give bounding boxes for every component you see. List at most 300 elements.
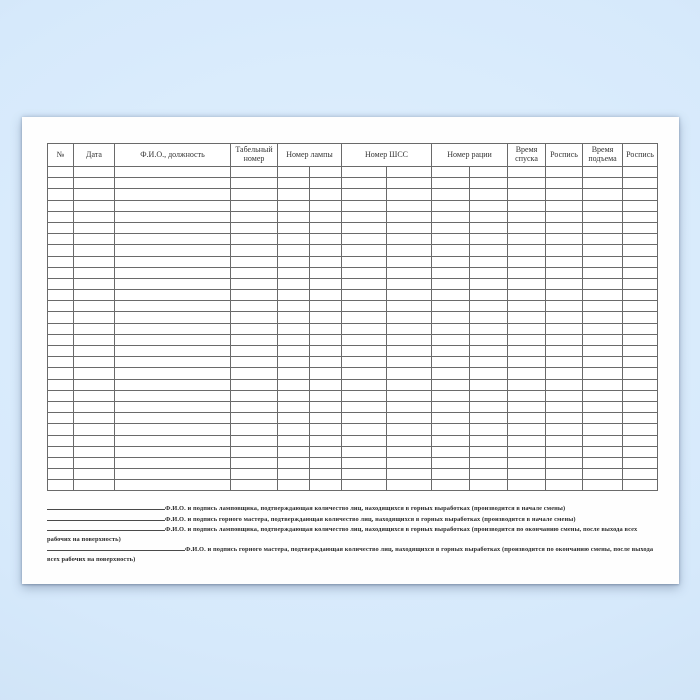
table-cell <box>231 245 278 256</box>
table-cell <box>546 222 583 233</box>
table-row <box>48 469 658 480</box>
table-cell <box>387 368 432 379</box>
table-cell <box>546 200 583 211</box>
table-cell <box>342 312 387 323</box>
table-cell <box>387 480 432 491</box>
table-cell <box>432 167 470 178</box>
table-cell <box>310 435 342 446</box>
table-cell <box>508 346 546 357</box>
table-cell <box>432 200 470 211</box>
table-cell <box>583 379 623 390</box>
table-cell <box>115 167 231 178</box>
table-cell <box>278 211 310 222</box>
table-row <box>48 167 658 178</box>
table-cell <box>432 267 470 278</box>
table-cell <box>387 234 432 245</box>
table-cell <box>74 312 115 323</box>
table-cell <box>74 368 115 379</box>
table-cell <box>278 200 310 211</box>
table-cell <box>470 323 508 334</box>
table-cell <box>470 334 508 345</box>
table-cell <box>387 435 432 446</box>
table-cell <box>546 189 583 200</box>
table-cell <box>470 312 508 323</box>
table-cell <box>508 379 546 390</box>
table-cell <box>231 390 278 401</box>
table-cell <box>115 200 231 211</box>
table-cell <box>583 435 623 446</box>
table-cell <box>470 167 508 178</box>
table-cell <box>508 457 546 468</box>
table-cell <box>278 368 310 379</box>
col-header-name-position: Ф.И.О., должность <box>115 144 231 167</box>
table-cell <box>310 290 342 301</box>
table-cell <box>470 256 508 267</box>
table-cell <box>310 346 342 357</box>
table-cell <box>623 178 658 189</box>
table-row <box>48 178 658 189</box>
table-cell <box>432 480 470 491</box>
table-cell <box>546 435 583 446</box>
table-row <box>48 278 658 289</box>
table-cell <box>115 222 231 233</box>
table-cell <box>115 178 231 189</box>
table-cell <box>310 357 342 368</box>
table-cell <box>546 334 583 345</box>
table-cell <box>231 435 278 446</box>
table-cell <box>48 211 74 222</box>
table-cell <box>583 234 623 245</box>
signature-line <box>47 544 185 551</box>
table-cell <box>623 222 658 233</box>
table-row <box>48 312 658 323</box>
table-cell <box>470 379 508 390</box>
table-cell <box>387 446 432 457</box>
table-cell <box>115 413 231 424</box>
table-cell <box>310 211 342 222</box>
table-cell <box>623 267 658 278</box>
table-cell <box>508 480 546 491</box>
table-cell <box>387 401 432 412</box>
table-cell <box>432 469 470 480</box>
table-cell <box>115 379 231 390</box>
table-cell <box>432 178 470 189</box>
table-cell <box>470 267 508 278</box>
table-cell <box>115 301 231 312</box>
table-cell <box>342 211 387 222</box>
table-cell <box>508 357 546 368</box>
table-cell <box>310 178 342 189</box>
table-cell <box>387 424 432 435</box>
table-row <box>48 245 658 256</box>
table-cell <box>623 334 658 345</box>
table-cell <box>432 222 470 233</box>
table-cell <box>583 222 623 233</box>
table-row <box>48 457 658 468</box>
table-cell <box>278 401 310 412</box>
signature-line <box>47 524 165 531</box>
table-cell <box>115 334 231 345</box>
table-cell <box>470 245 508 256</box>
table-cell <box>74 357 115 368</box>
table-cell <box>546 245 583 256</box>
table-cell <box>74 256 115 267</box>
table-cell <box>48 178 74 189</box>
table-cell <box>470 401 508 412</box>
table-cell <box>583 245 623 256</box>
table-cell <box>48 167 74 178</box>
table-cell <box>278 334 310 345</box>
table-row <box>48 301 658 312</box>
table-cell <box>623 368 658 379</box>
table-cell <box>74 267 115 278</box>
table-cell <box>74 189 115 200</box>
table-cell <box>310 256 342 267</box>
table-cell <box>546 390 583 401</box>
table-cell <box>48 446 74 457</box>
table-cell <box>546 457 583 468</box>
table-cell <box>231 312 278 323</box>
table-cell <box>508 167 546 178</box>
table-cell <box>231 346 278 357</box>
table-row <box>48 334 658 345</box>
table-cell <box>74 234 115 245</box>
table-cell <box>115 424 231 435</box>
table-cell <box>470 357 508 368</box>
table-cell <box>508 401 546 412</box>
table-cell <box>470 390 508 401</box>
table-cell <box>342 401 387 412</box>
table-cell <box>470 178 508 189</box>
table-cell <box>387 178 432 189</box>
table-cell <box>74 446 115 457</box>
table-cell <box>583 480 623 491</box>
table-cell <box>278 446 310 457</box>
table-cell <box>115 189 231 200</box>
table-cell <box>508 290 546 301</box>
table-cell <box>231 379 278 390</box>
table-cell <box>342 301 387 312</box>
table-cell <box>508 267 546 278</box>
table-cell <box>583 368 623 379</box>
table-cell <box>278 178 310 189</box>
table-cell <box>342 178 387 189</box>
table-cell <box>74 222 115 233</box>
table-cell <box>115 480 231 491</box>
table-cell <box>278 290 310 301</box>
table-cell <box>623 245 658 256</box>
table-cell <box>546 446 583 457</box>
table-cell <box>115 267 231 278</box>
table-cell <box>48 312 74 323</box>
table-cell <box>310 267 342 278</box>
table-cell <box>546 424 583 435</box>
table-cell <box>583 357 623 368</box>
table-cell <box>623 457 658 468</box>
table-cell <box>342 245 387 256</box>
table-cell <box>432 390 470 401</box>
table-cell <box>432 368 470 379</box>
table-cell <box>48 401 74 412</box>
footer-note-text: Ф.И.О. и подпись горного мастера, подтверждающая количество лиц, находящихся в горных выработках (производится в начале смены) <box>165 515 576 523</box>
table-cell <box>623 167 658 178</box>
table-cell <box>470 469 508 480</box>
table-cell <box>387 267 432 278</box>
table-cell <box>278 222 310 233</box>
table-cell <box>387 167 432 178</box>
table-cell <box>623 401 658 412</box>
table-cell <box>623 379 658 390</box>
table-cell <box>74 334 115 345</box>
table-cell <box>231 480 278 491</box>
table-cell <box>278 346 310 357</box>
table-cell <box>310 457 342 468</box>
table-cell <box>583 469 623 480</box>
col-header-lamp-number: Номер лампы <box>278 144 342 167</box>
footer-note-1 <box>47 503 657 514</box>
table-cell <box>278 435 310 446</box>
table-cell <box>470 200 508 211</box>
table-cell <box>310 245 342 256</box>
table-row <box>48 267 658 278</box>
table-cell <box>470 435 508 446</box>
table-cell <box>623 446 658 457</box>
table-cell <box>432 334 470 345</box>
table-cell <box>387 278 432 289</box>
table-cell <box>231 256 278 267</box>
table-cell <box>115 234 231 245</box>
table-cell <box>583 167 623 178</box>
table-cell <box>583 413 623 424</box>
table-cell <box>583 178 623 189</box>
table-cell <box>623 435 658 446</box>
table-cell <box>432 301 470 312</box>
table-cell <box>115 390 231 401</box>
table-cell <box>387 457 432 468</box>
table-cell <box>342 334 387 345</box>
table-cell <box>583 323 623 334</box>
table-cell <box>278 167 310 178</box>
table-cell <box>74 245 115 256</box>
table-cell <box>342 234 387 245</box>
table-cell <box>115 245 231 256</box>
table-cell <box>583 211 623 222</box>
table-cell <box>48 379 74 390</box>
footer-note-2 <box>47 514 657 525</box>
table-cell <box>583 301 623 312</box>
table-cell <box>231 469 278 480</box>
table-cell <box>115 435 231 446</box>
table-cell <box>231 178 278 189</box>
table-cell <box>310 446 342 457</box>
table-cell <box>508 178 546 189</box>
table-cell <box>432 278 470 289</box>
table-cell <box>342 435 387 446</box>
col-header-signature-2: Роспись <box>623 144 658 167</box>
col-header-number: № <box>48 144 74 167</box>
table-cell <box>231 401 278 412</box>
table-cell <box>310 323 342 334</box>
footer-note-text: Ф.И.О. и подпись ламповщика, подтверждающая количество лиц, находящихся в горных выработках (производится в начале смены) <box>165 505 566 512</box>
table-cell <box>432 234 470 245</box>
table-row <box>48 446 658 457</box>
table-cell <box>508 469 546 480</box>
table-cell <box>583 401 623 412</box>
table-cell <box>74 379 115 390</box>
table-cell <box>623 323 658 334</box>
table-row <box>48 211 658 222</box>
table-cell <box>508 222 546 233</box>
table-cell <box>432 211 470 222</box>
table-cell <box>546 312 583 323</box>
table-cell <box>342 256 387 267</box>
col-header-signature: Роспись <box>546 144 583 167</box>
table-cell <box>583 200 623 211</box>
table-cell <box>470 234 508 245</box>
table-row <box>48 256 658 267</box>
table-cell <box>470 413 508 424</box>
table-cell <box>470 368 508 379</box>
table-cell <box>583 446 623 457</box>
table-cell <box>432 424 470 435</box>
table-cell <box>310 469 342 480</box>
table-cell <box>623 413 658 424</box>
table-cell <box>115 357 231 368</box>
table-row <box>48 379 658 390</box>
table-cell <box>278 312 310 323</box>
table-row <box>48 480 658 491</box>
table-row <box>48 357 658 368</box>
table-cell <box>342 469 387 480</box>
table-cell <box>310 368 342 379</box>
table-cell <box>470 211 508 222</box>
table-cell <box>342 413 387 424</box>
table-cell <box>74 346 115 357</box>
table-row <box>48 290 658 301</box>
table-cell <box>470 189 508 200</box>
table-cell <box>508 278 546 289</box>
table-cell <box>432 189 470 200</box>
table-row <box>48 222 658 233</box>
table-cell <box>74 413 115 424</box>
table-cell <box>342 323 387 334</box>
footer-note-text: Ф.И.О. и подпись ламповщика, подтверждающая количество лиц, находящихся в горных выработках (производится по окончанию смены, после выхода всех рабочих на поверхность) <box>47 526 638 543</box>
table-cell <box>432 312 470 323</box>
table-cell <box>583 457 623 468</box>
table-cell <box>508 368 546 379</box>
table-cell <box>546 234 583 245</box>
table-cell <box>48 290 74 301</box>
table-cell <box>432 357 470 368</box>
table-cell <box>115 401 231 412</box>
table-cell <box>546 167 583 178</box>
table-cell <box>278 256 310 267</box>
table-cell <box>48 323 74 334</box>
table-cell <box>278 301 310 312</box>
table-cell <box>342 167 387 178</box>
table-cell <box>310 189 342 200</box>
signature-line <box>47 514 165 521</box>
table-cell <box>432 346 470 357</box>
table-cell <box>387 222 432 233</box>
table-cell <box>470 222 508 233</box>
table-cell <box>48 222 74 233</box>
table-cell <box>583 256 623 267</box>
table-cell <box>342 446 387 457</box>
table-cell <box>387 312 432 323</box>
table-cell <box>583 278 623 289</box>
table-cell <box>74 390 115 401</box>
table-cell <box>387 301 432 312</box>
table-cell <box>48 200 74 211</box>
table-cell <box>48 278 74 289</box>
table-cell <box>278 357 310 368</box>
table-cell <box>546 357 583 368</box>
table-cell <box>387 357 432 368</box>
table-cell <box>470 278 508 289</box>
table-cell <box>583 424 623 435</box>
table-cell <box>508 390 546 401</box>
table-header-row <box>48 144 658 167</box>
table-cell <box>48 267 74 278</box>
table-cell <box>310 312 342 323</box>
table-cell <box>231 167 278 178</box>
table-cell <box>278 390 310 401</box>
table-cell <box>231 368 278 379</box>
table-cell <box>546 379 583 390</box>
table-cell <box>310 200 342 211</box>
table-cell <box>387 189 432 200</box>
table-cell <box>432 435 470 446</box>
table-cell <box>115 312 231 323</box>
table-cell <box>387 200 432 211</box>
table-cell <box>623 189 658 200</box>
table-cell <box>508 234 546 245</box>
table-cell <box>48 469 74 480</box>
table-cell <box>278 245 310 256</box>
footer-notes <box>47 503 657 565</box>
table-cell <box>231 222 278 233</box>
table-cell <box>48 346 74 357</box>
table-cell <box>508 301 546 312</box>
table-cell <box>342 222 387 233</box>
table-cell <box>387 346 432 357</box>
col-header-date: Дата <box>74 144 115 167</box>
table-cell <box>231 290 278 301</box>
table-cell <box>48 256 74 267</box>
table-cell <box>342 379 387 390</box>
footer-note-4 <box>47 544 657 564</box>
table-cell <box>623 357 658 368</box>
table-cell <box>583 312 623 323</box>
table-cell <box>48 390 74 401</box>
col-header-shss-number: Номер ШСС <box>342 144 432 167</box>
table-cell <box>74 457 115 468</box>
table-cell <box>48 413 74 424</box>
table-cell <box>432 457 470 468</box>
table-cell <box>231 457 278 468</box>
table-cell <box>115 290 231 301</box>
table-cell <box>231 200 278 211</box>
table-cell <box>387 245 432 256</box>
table-cell <box>546 401 583 412</box>
table-cell <box>470 301 508 312</box>
footer-note-3 <box>47 524 657 544</box>
table-row <box>48 189 658 200</box>
table-cell <box>74 290 115 301</box>
table-cell <box>115 469 231 480</box>
table-cell <box>310 401 342 412</box>
